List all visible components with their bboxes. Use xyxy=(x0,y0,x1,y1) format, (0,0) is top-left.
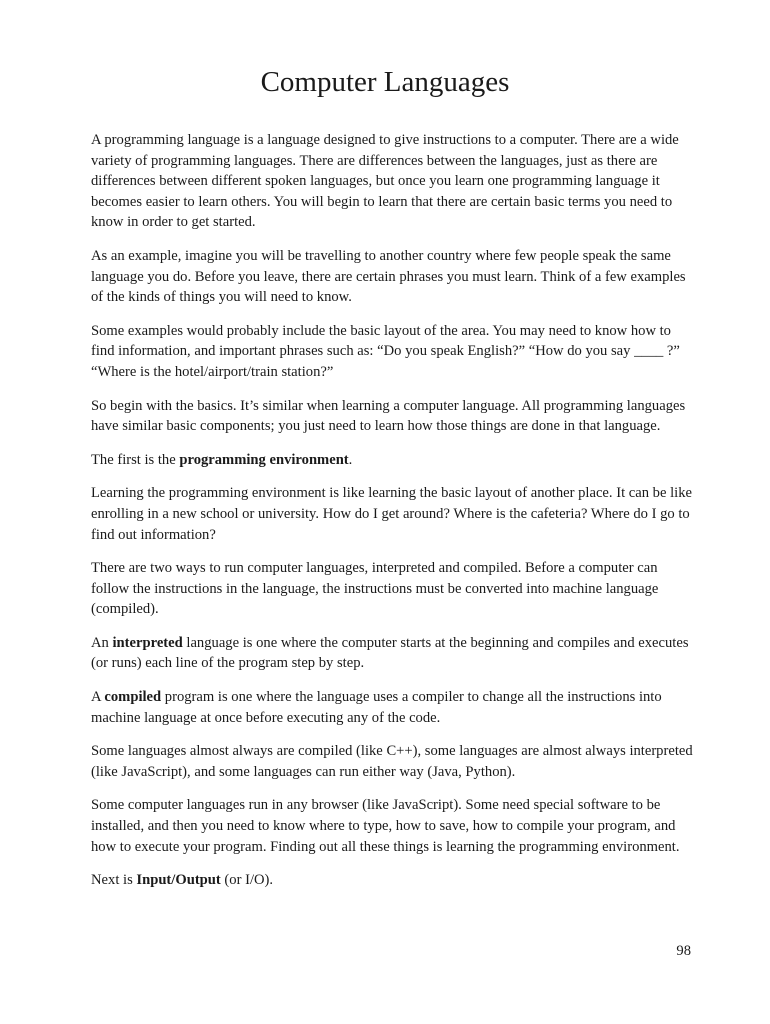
document-body xyxy=(91,130,695,904)
paragraph-interpreted xyxy=(91,633,695,674)
paragraph-language-examples: Some languages almost always are compiled (like C++), some languages are almost always interpreted (like JavaScript), and some languages can run either way (Java, Python). xyxy=(91,743,693,780)
paragraph-phrases: Some examples would probably include the basic layout of the area. You may need to know how to find information, and important phrases such as: “Do you speak English?” “How do you say ____ ?” “Where is the hotel/airport/train station?” xyxy=(91,322,680,380)
text-run: An xyxy=(91,634,113,651)
paragraph-compiled xyxy=(91,687,695,728)
paragraph-intro: A programming language is a language designed to give instructions to a computer. There are a wide variety of programming languages. There are differences between the languages, just as there are differences between different spoken languages, but once you learn one programming language it becomes easier to learn others. You will begin to learn that there are certain basic terms you need to know in order to get started. xyxy=(91,132,679,231)
term-interpreted: interpreted xyxy=(112,634,183,651)
paragraph-programming-environment xyxy=(91,450,695,471)
text-run: (or I/O). xyxy=(220,872,274,889)
text-run: language is one where the computer starts at the beginning and compiles and executes (or runs) each line of the program step by step. xyxy=(91,634,689,672)
paragraph-browser-software: Some computer languages run in any browser (like JavaScript). Some need special software to be installed, and then you need to know where to type, how to save, how to compile your program, and how to execute your program. Finding out all these things is learning the programming environment. xyxy=(91,797,680,855)
paragraph-travel-example: As an example, imagine you will be travelling to another country where few people speak the same language you do. Before you leave, there are certain phrases you must learn. Think of a few examples of the kinds of things you will need to know. xyxy=(91,247,686,306)
paragraph-input-output xyxy=(91,870,695,891)
text-run: The first is the xyxy=(91,451,180,468)
page-number: 98 xyxy=(676,943,691,959)
page-title: Computer Languages xyxy=(260,66,510,98)
text-run: . xyxy=(348,451,353,468)
text-run: A xyxy=(91,689,105,706)
text-run: Next is xyxy=(91,872,137,889)
term-programming-environment: programming environment xyxy=(179,451,349,468)
paragraph-two-ways: There are two ways to run computer languages, interpreted and compiled. Before a computer can follow the instructions in the language, the instructions must be converted into machine language (compiled). xyxy=(91,560,659,618)
paragraph-environment-analogy: Learning the programming environment is like learning the basic layout of another place. It can be like enrolling in a new school or university. How do I get around? Where is the cafeteria? Where do I go to find out information? xyxy=(91,485,692,543)
paragraph-basics: So begin with the basics. It’s similar when learning a computer language. All programming languages have similar basic components; you just need to learn how those things are done in that language. xyxy=(91,397,686,435)
term-input-output: Input/Output xyxy=(136,872,221,889)
term-compiled: compiled xyxy=(104,689,162,706)
text-run: program is one where the language uses a compiler to change all the instructions into machine language at once before executing any of the code. xyxy=(91,689,662,726)
